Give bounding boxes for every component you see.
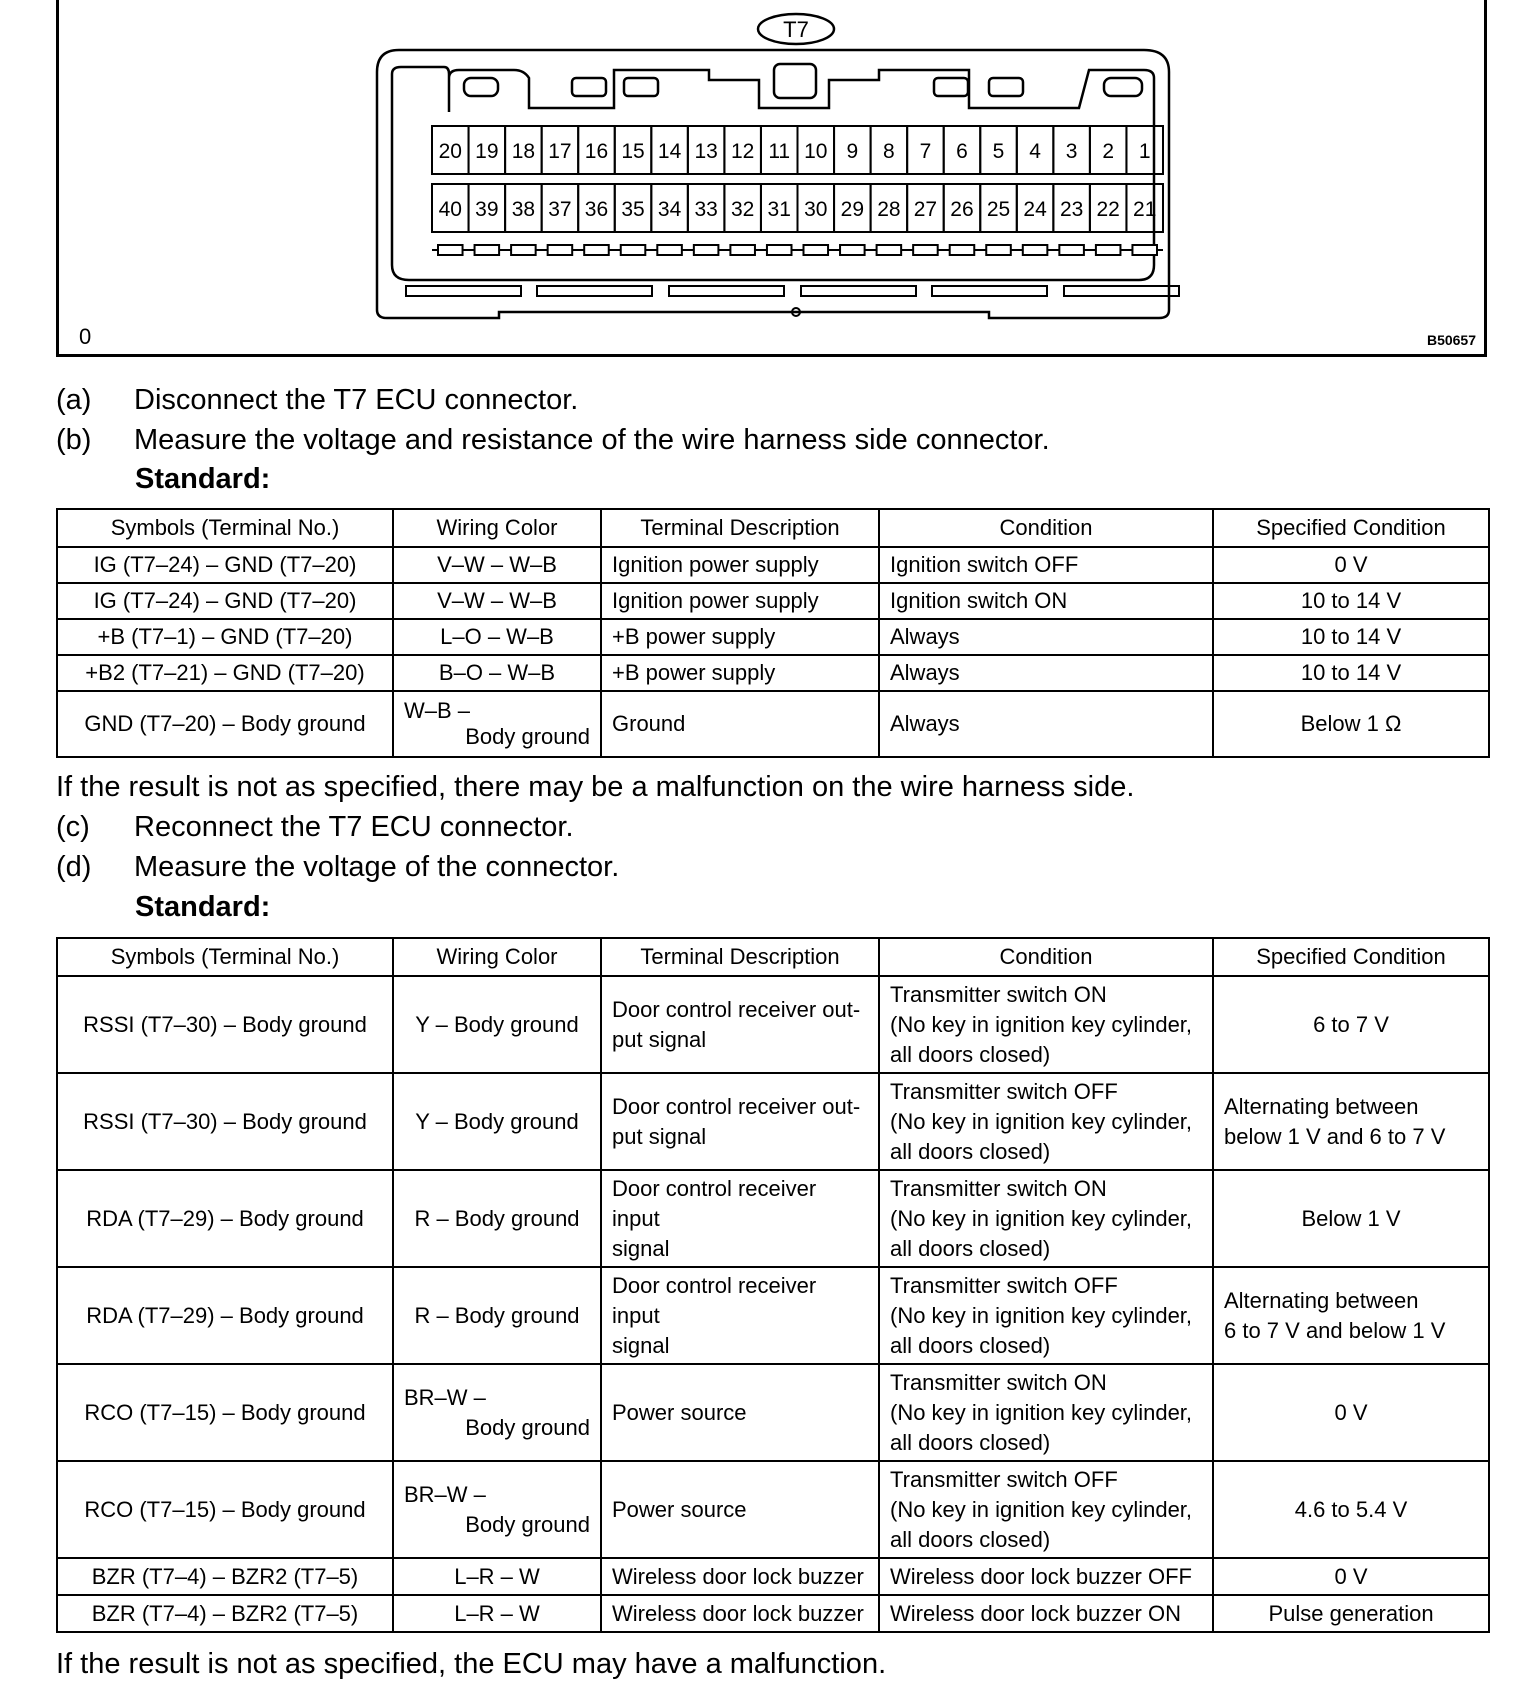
cell-symbols: IG (T7–24) – GND (T7–20): [57, 547, 393, 583]
cell-color: L–R – W: [393, 1558, 601, 1595]
pin-number: 20: [438, 140, 462, 163]
cell-line: signal: [612, 1332, 670, 1358]
cell-spec: [1213, 1170, 1489, 1267]
pin-number: 29: [840, 198, 865, 221]
column-header: Terminal Description: [601, 509, 879, 547]
slot: [1104, 78, 1142, 96]
pin-number: 3: [1065, 140, 1078, 163]
cell-description: Ignition power supply: [601, 583, 879, 619]
pin-number: 11: [768, 140, 791, 163]
pin-number: 10: [804, 140, 828, 163]
contact-tab: [877, 245, 902, 255]
contact-tab: [511, 245, 536, 255]
cell-line: (No key in ignition key cylinder,: [890, 1108, 1193, 1134]
step-c: [56, 810, 574, 844]
contact-tab: [950, 245, 975, 255]
cell-line: Door control receiver out-: [612, 1093, 861, 1119]
contact-tab: [1023, 245, 1048, 255]
cell-spec: Below 1 Ω: [1213, 691, 1489, 757]
cell-condition: Always: [879, 619, 1213, 655]
cell-symbols: RDA (T7–29) – Body ground: [57, 1267, 393, 1364]
contact-tab: [913, 245, 938, 255]
cell-symbols: RCO (T7–15) – Body ground: [57, 1364, 393, 1461]
cell-line: all doors closed): [890, 1138, 1051, 1164]
rail: [1064, 286, 1179, 296]
cell-color-line: Body ground: [465, 1414, 590, 1440]
column-header: Condition: [879, 509, 1213, 547]
contact-tab: [621, 245, 646, 255]
connector-figure: [56, 0, 1487, 357]
cell-spec: [1213, 1267, 1489, 1364]
cell-line: all doors closed): [890, 1235, 1051, 1261]
pin-number: 2: [1102, 140, 1115, 163]
pin-number: 26: [950, 198, 974, 221]
table-row: [57, 1595, 1489, 1632]
pin-number: 34: [657, 198, 682, 221]
column-header: Terminal Description: [601, 938, 879, 976]
cell-line: Below 1 V: [1301, 1205, 1401, 1231]
cell-line: signal: [612, 1235, 670, 1261]
cell-description: Wireless door lock buzzer: [601, 1558, 879, 1595]
pin-number: 7: [919, 140, 932, 163]
pin-number: 13: [694, 140, 718, 163]
pin-number: 35: [621, 198, 645, 221]
cell-color: [393, 691, 601, 757]
cell-color-line: BR–W –: [404, 1384, 486, 1410]
contact-tab: [1096, 245, 1121, 255]
cell-color-line: Body ground: [465, 1511, 590, 1537]
step-a: [56, 383, 578, 417]
cell-line: Door control receiver input: [612, 1175, 817, 1231]
cell-line: all doors closed): [890, 1332, 1051, 1358]
column-header: Specified Condition: [1213, 938, 1489, 976]
cell-color: [393, 1461, 601, 1558]
cell-line: Transmitter switch OFF: [890, 1078, 1118, 1104]
pin-number: 12: [730, 140, 755, 163]
pin-number: 30: [804, 198, 828, 221]
slot: [464, 78, 498, 96]
pin-number: 33: [694, 198, 718, 221]
standard-label: Standard:: [135, 463, 271, 495]
contact-tab: [694, 245, 719, 255]
cell-description: Ground: [601, 691, 879, 757]
pin-number: 22: [1096, 198, 1120, 221]
cell-description: Ignition power supply: [601, 547, 879, 583]
cell-symbols: +B (T7–1) – GND (T7–20): [57, 619, 393, 655]
cell-symbols: BZR (T7–4) – BZR2 (T7–5): [57, 1558, 393, 1595]
table-harness-side: [56, 508, 1490, 758]
slot: [934, 78, 968, 96]
rail: [932, 286, 1047, 296]
step-d: [56, 850, 619, 884]
cell-description: Power source: [601, 1461, 879, 1558]
cell-color: L–R – W: [393, 1595, 601, 1632]
step-text: Disconnect the T7 ECU connector.: [134, 384, 579, 416]
contact-tab: [438, 245, 463, 255]
pin-number: 21: [1133, 198, 1157, 221]
key-slot: [774, 64, 816, 98]
pin-number: 4: [1029, 140, 1041, 163]
cell-color: Y – Body ground: [393, 976, 601, 1073]
cell-spec: 0 V: [1213, 1558, 1489, 1595]
cell-symbols: RDA (T7–29) – Body ground: [57, 1170, 393, 1267]
cell-color: [393, 1364, 601, 1461]
cell-spec: 0 V: [1213, 1364, 1489, 1461]
connector-diagram: [59, 0, 1490, 357]
cell-line: Alternating between: [1224, 1093, 1419, 1119]
step-text: Reconnect the T7 ECU connector.: [134, 811, 574, 843]
figure-corner-label: 0: [79, 324, 92, 349]
step-text: Measure the voltage of the connector.: [134, 851, 620, 883]
pin-grid: [432, 126, 1163, 232]
cell-condition: [879, 976, 1213, 1073]
cell-condition: Ignition switch OFF: [879, 547, 1213, 583]
cell-symbols: BZR (T7–4) – BZR2 (T7–5): [57, 1595, 393, 1632]
table-row: [57, 691, 1489, 757]
table-row: [57, 583, 1489, 619]
cell-line: 6 to 7 V and below 1 V: [1224, 1317, 1446, 1343]
pin-number: 6: [956, 140, 968, 163]
cell-line: Transmitter switch OFF: [890, 1466, 1118, 1492]
cell-description: [601, 1267, 879, 1364]
rail: [406, 286, 521, 296]
step-label: (a): [56, 384, 92, 416]
cell-condition: [879, 1073, 1213, 1170]
contact-strip: [432, 245, 1163, 255]
cell-color-line: Body ground: [465, 724, 590, 749]
cell-color: R – Body ground: [393, 1170, 601, 1267]
cell-line: (No key in ignition key cylinder,: [890, 1496, 1193, 1522]
cell-spec: 10 to 14 V: [1213, 583, 1489, 619]
pin-number: 17: [548, 140, 572, 163]
pin-number: 31: [767, 198, 791, 221]
table-header-row: [57, 509, 1489, 547]
cell-spec: [1213, 1073, 1489, 1170]
cell-spec: Pulse generation: [1213, 1595, 1489, 1632]
contact-tab: [730, 245, 755, 255]
table-row: [57, 1073, 1489, 1170]
note-harness: If the result is not as specified, there may be a malfunction on the wire harness side.: [56, 771, 1135, 803]
cell-symbols: IG (T7–24) – GND (T7–20): [57, 583, 393, 619]
pin-number: 28: [877, 198, 901, 221]
contact-tab: [1132, 245, 1157, 255]
pin-number: 5: [992, 140, 1005, 163]
cell-line: (No key in ignition key cylinder,: [890, 1205, 1193, 1231]
cell-condition: Always: [879, 691, 1213, 757]
cell-condition: Ignition switch ON: [879, 583, 1213, 619]
cell-spec: 0 V: [1213, 547, 1489, 583]
table-header-row: [57, 938, 1489, 976]
step-b: [56, 423, 1050, 457]
cell-line: put signal: [612, 1123, 707, 1149]
pin-number: 25: [986, 198, 1011, 221]
cell-line: all doors closed): [890, 1429, 1051, 1455]
cell-symbols: +B2 (T7–21) – GND (T7–20): [57, 655, 393, 691]
cell-line: Transmitter switch ON: [890, 1369, 1107, 1395]
contact-tab: [657, 245, 682, 255]
column-header: Wiring Color: [393, 509, 601, 547]
cell-symbols: GND (T7–20) – Body ground: [57, 691, 393, 757]
cell-spec: [1213, 976, 1489, 1073]
contact-tab: [767, 245, 792, 255]
pin-number: 18: [511, 140, 536, 163]
cell-color-line: W–B –: [404, 698, 471, 723]
table-row: [57, 547, 1489, 583]
slot: [989, 78, 1023, 96]
cell-spec: 4.6 to 5.4 V: [1213, 1461, 1489, 1558]
cell-symbols: RSSI (T7–30) – Body ground: [57, 976, 393, 1073]
cell-description: +B power supply: [601, 655, 879, 691]
slot: [572, 78, 606, 96]
table-row: [57, 1170, 1489, 1267]
note-ecu: If the result is not as specified, the ECU may have a malfunction.: [56, 1648, 887, 1680]
pin-number: 19: [475, 140, 499, 163]
column-header: Symbols (Terminal No.): [57, 938, 393, 976]
pin-number: 9: [846, 140, 859, 163]
pin-number: 39: [475, 198, 499, 221]
cell-description: [601, 976, 879, 1073]
pin-number: 37: [548, 198, 572, 221]
cell-color-line: BR–W –: [404, 1481, 486, 1507]
column-header: Wiring Color: [393, 938, 601, 976]
contact-tab: [584, 245, 609, 255]
contact-tab: [840, 245, 865, 255]
standard-label: Standard:: [135, 891, 271, 923]
pin-number: 23: [1059, 198, 1084, 221]
cell-line: Transmitter switch OFF: [890, 1272, 1118, 1298]
cell-condition: [879, 1364, 1213, 1461]
cell-description: +B power supply: [601, 619, 879, 655]
pin-number: 1: [1138, 140, 1151, 163]
pin-number: 15: [621, 140, 645, 163]
cell-line: Alternating between: [1224, 1287, 1419, 1313]
cell-description: [601, 1073, 879, 1170]
cell-color: L–O – W–B: [393, 619, 601, 655]
contact-tab: [804, 245, 829, 255]
cell-line: (No key in ignition key cylinder,: [890, 1399, 1193, 1425]
cell-description: Wireless door lock buzzer: [601, 1595, 879, 1632]
cell-color: V–W – W–B: [393, 583, 601, 619]
table-row: [57, 619, 1489, 655]
cell-symbols: RCO (T7–15) – Body ground: [57, 1461, 393, 1558]
pin-number: 16: [584, 140, 609, 163]
cell-line: all doors closed): [890, 1041, 1051, 1067]
cell-line: Door control receiver out-: [612, 996, 861, 1022]
contact-tab: [475, 245, 500, 255]
step-label: (b): [56, 424, 92, 456]
cell-description: Power source: [601, 1364, 879, 1461]
cell-spec: 10 to 14 V: [1213, 619, 1489, 655]
column-header: Specified Condition: [1213, 509, 1489, 547]
cell-condition: Wireless door lock buzzer ON: [879, 1595, 1213, 1632]
cell-color: Y – Body ground: [393, 1073, 601, 1170]
figure-id: B50657: [1426, 332, 1476, 348]
column-header: Symbols (Terminal No.): [57, 509, 393, 547]
pin-number: 38: [511, 198, 536, 221]
contact-tab: [986, 245, 1011, 255]
step-label: (d): [56, 851, 92, 883]
pin-number: 36: [584, 198, 609, 221]
cell-condition: Wireless door lock buzzer OFF: [879, 1558, 1213, 1595]
contact-tab: [1059, 245, 1084, 255]
cell-spec: 10 to 14 V: [1213, 655, 1489, 691]
column-header: Condition: [879, 938, 1213, 976]
cell-line: Transmitter switch ON: [890, 981, 1107, 1007]
table-row: [57, 1461, 1489, 1558]
pin-number: 8: [883, 140, 895, 163]
cell-color: R – Body ground: [393, 1267, 601, 1364]
rail: [669, 286, 784, 296]
pin-number: 32: [730, 198, 755, 221]
pin-number: 24: [1023, 198, 1047, 221]
rail: [801, 286, 916, 296]
rail: [537, 286, 652, 296]
table-connector-voltage: [56, 937, 1490, 1633]
pin-number: 40: [438, 198, 462, 221]
pin-number: 27: [913, 198, 938, 221]
cell-line: 6 to 7 V: [1313, 1011, 1389, 1037]
cell-line: all doors closed): [890, 1526, 1051, 1552]
cell-line: (No key in ignition key cylinder,: [890, 1302, 1193, 1328]
table-row: [57, 655, 1489, 691]
cell-line: below 1 V and 6 to 7 V: [1224, 1123, 1446, 1149]
cell-description: [601, 1170, 879, 1267]
table-row: [57, 1267, 1489, 1364]
connector-label: T7: [783, 17, 809, 42]
slot: [624, 78, 658, 96]
cell-symbols: RSSI (T7–30) – Body ground: [57, 1073, 393, 1170]
step-text: Measure the voltage and resistance of the wire harness side connector.: [134, 424, 1050, 456]
cell-condition: [879, 1267, 1213, 1364]
table-row: [57, 1558, 1489, 1595]
cell-line: Door control receiver input: [612, 1272, 817, 1328]
step-label: (c): [56, 811, 90, 843]
cell-line: Transmitter switch ON: [890, 1175, 1107, 1201]
cell-condition: [879, 1170, 1213, 1267]
table-row: [57, 976, 1489, 1073]
cell-line: put signal: [612, 1026, 707, 1052]
cell-color: B–O – W–B: [393, 655, 601, 691]
cell-condition: [879, 1461, 1213, 1558]
cell-line: (No key in ignition key cylinder,: [890, 1011, 1193, 1037]
cell-color: V–W – W–B: [393, 547, 601, 583]
table-row: [57, 1364, 1489, 1461]
contact-tab: [548, 245, 573, 255]
cell-condition: Always: [879, 655, 1213, 691]
pin-number: 14: [657, 140, 682, 163]
